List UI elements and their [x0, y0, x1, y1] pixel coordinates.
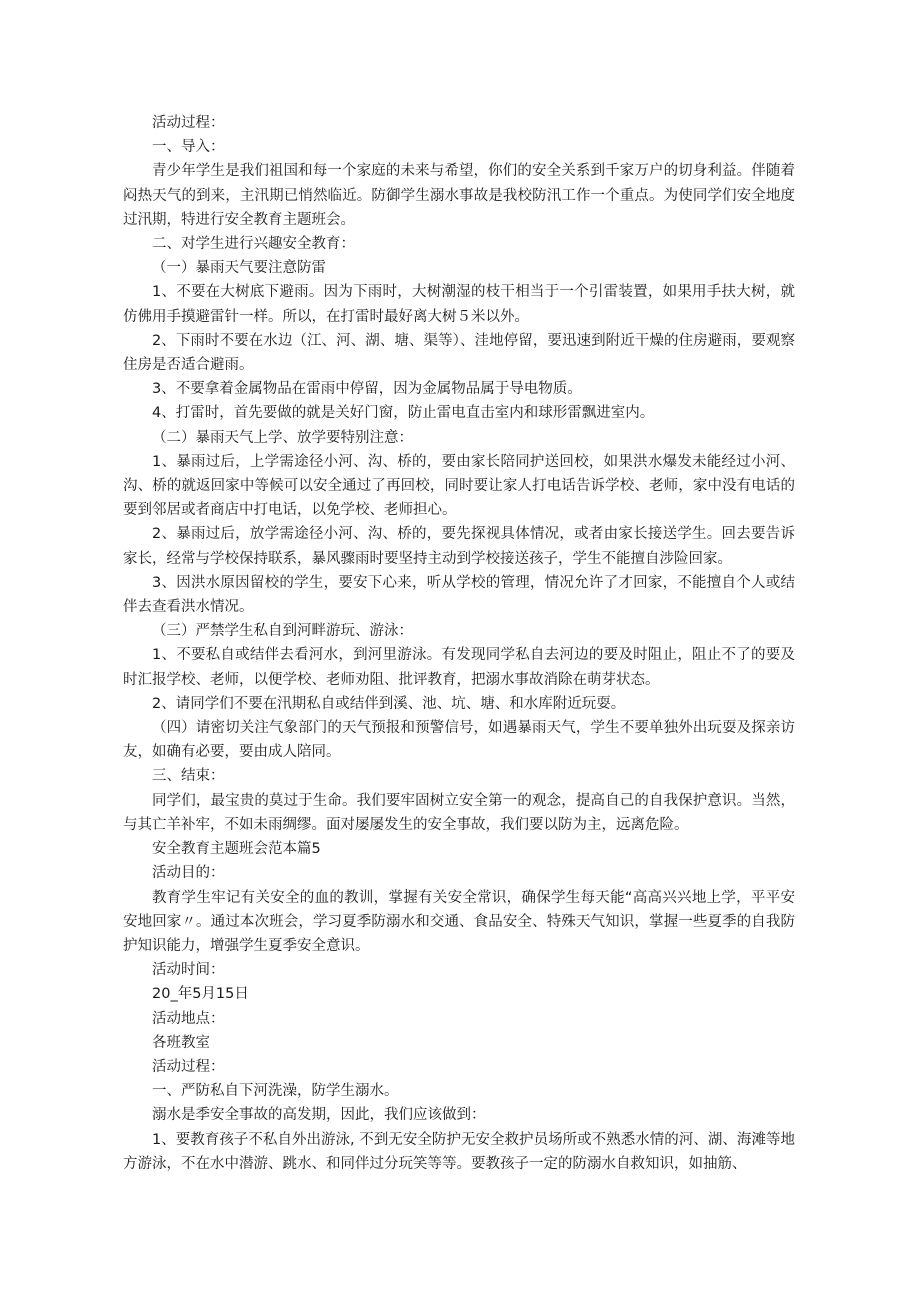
paragraph-lightning-heading: （一）暴雨天气要注意防雷 — [152, 260, 326, 277]
paragraph-location-heading: 活动地点： — [152, 1010, 225, 1027]
paragraph-drowning-1: 1、要教育孩子不私自外出游泳, 不到无安全防护无安全救护员场所或不熟悉水情的河、湖、海滩等地方游泳，不在水中潜游、跳水、和同伴过分玩笑等等。要教孩子一定的防溺水自救知识，如抽筋、 — [123, 1131, 795, 1172]
paragraph-commute-3: 3、因洪水原因留校的学生，要安下心来，听从学校的管理，情况允许了才回家，不能擅自个人或结伴去查看洪水情况。 — [123, 574, 795, 616]
paragraph-conclusion-text: 同学们，最宝贵的莫过于生命。我们要牢固树立安全第一的观念，提高自己的自我保护意识。当然，与其亡羊补牢，不如未雨绸缪。面对屡屡发生的安全事故，我们要以防为主，远离危险。 — [123, 792, 795, 833]
paragraph-conclusion-heading: 三、结束： — [152, 768, 225, 785]
paragraph-weather-alert: （四）请密切关注气象部门的天气预报和预警信号，如遇暴雨天气，学生不要单独外出玩耍及探亲访友，如确有必要，要由成人陪同。 — [123, 720, 795, 761]
paragraph-commute-heading: （二）暴雨天气上学、放学要特别注意： — [152, 429, 413, 446]
paragraph-purpose-text: 教育学生牢记有关安全的血的教训，掌握有关安全常识，确保学生每天能“高高兴兴地上学，平平安安地回家〃。通过本次班会，学习夏季防溺水和交通、食品安全、特殊天气知识，掌握一些夏季的自我防护知识能力，增强学生夏季安全意识。 — [123, 889, 795, 954]
paragraph-river-heading: （三）严禁学生私自到河畔游玩、游泳： — [152, 623, 413, 640]
paragraph-section-two-heading: 二、对学生进行兴趣安全教育： — [152, 236, 355, 253]
paragraph-process-heading-2: 活动过程： — [152, 1058, 225, 1075]
paragraph-river-2: 2、请同学们不要在汛期私自或结伴到溪、池、坑、塘、和水库附近玩耍。 — [152, 695, 626, 712]
paragraph-sample-title: 安全教育主题班会范本篇5 — [152, 841, 321, 858]
paragraph-lightning-4: 4、打雷时，首先要做的就是关好门窗，防止雷电直击室内和球形雷飘进室内。 — [152, 405, 655, 422]
paragraph-lightning-1: 1、不要在大树底下避雨。因为下雨时，大树潮湿的枝干相当于一个引雷装置，如果用手扶大树，就仿佛用手摸避雷针一样。所以，在打雷时最好离大树５米以外。 — [123, 284, 795, 325]
paragraph-time-heading: 活动时间： — [152, 962, 225, 979]
paragraph-location-value: 各班教室 — [152, 1034, 210, 1051]
paragraph-purpose-heading: 活动目的： — [152, 865, 225, 882]
paragraph-time-value: 20_年5月15日 — [152, 986, 249, 1003]
paragraph-river-1: 1、不要私自或结伴去看河水，到河里游泳。有发现同学私自去河边的要及时阻止，阻止不了的要及时汇报学校、老师，以便学校、老师劝阻、批评教育，把溺水事故消除在萌芽状态。 — [123, 647, 795, 688]
document-body — [123, 111, 795, 1176]
paragraph-drowning-intro: 溺水是季安全事故的高发期，因此，我们应该做到： — [152, 1107, 486, 1124]
paragraph-lightning-2: 2、下雨时不要在水边（江、河、湖、塘、渠等）、洼地停留，要迅速到附近干燥的住房避雨，要观察住房是否适合避雨。 — [123, 332, 795, 374]
paragraph-intro-heading: 一、导入： — [152, 139, 225, 156]
paragraph-intro-text: 青少年学生是我们祖国和每一个家庭的未来与希望，你们的安全关系到千家万户的切身利益。伴随着闷热天气的到来，主汛期已悄然临近。防御学生溺水事故是我校防汛工作一个重点。为使同学们安全地度过汛期，特进行安全教育主题班会。 — [123, 163, 795, 228]
paragraph-lightning-3: 3、不要拿着金属物品在雷雨中停留，因为金属物品属于导电物质。 — [152, 381, 582, 398]
paragraph-drowning-heading: 一、严防私自下河洗澡，防学生溺水。 — [152, 1083, 399, 1100]
paragraph-commute-1: 1、暴雨过后，上学需途径小河、沟、桥的，要由家长陪同护送回校，如果洪水爆发未能经过小河、沟、桥的就返回家中等候可以安全通过了再回校，同时要让家人打电话告诉学校、老师，家中没有电话的要到邻居或者商店中打电话，以免学校、老师担心。 — [123, 453, 795, 519]
paragraph-activity-process-heading: 活动过程： — [152, 115, 225, 131]
paragraph-commute-2: 2、暴雨过后，放学需途径小河、沟、桥的，要先探视具体情况，或者由家长接送学生。回去要告诉家长，经常与学校保持联系，暴风骤雨时要坚持主动到学校接送孩子，学生不能擅自涉险回家。 — [123, 526, 795, 567]
